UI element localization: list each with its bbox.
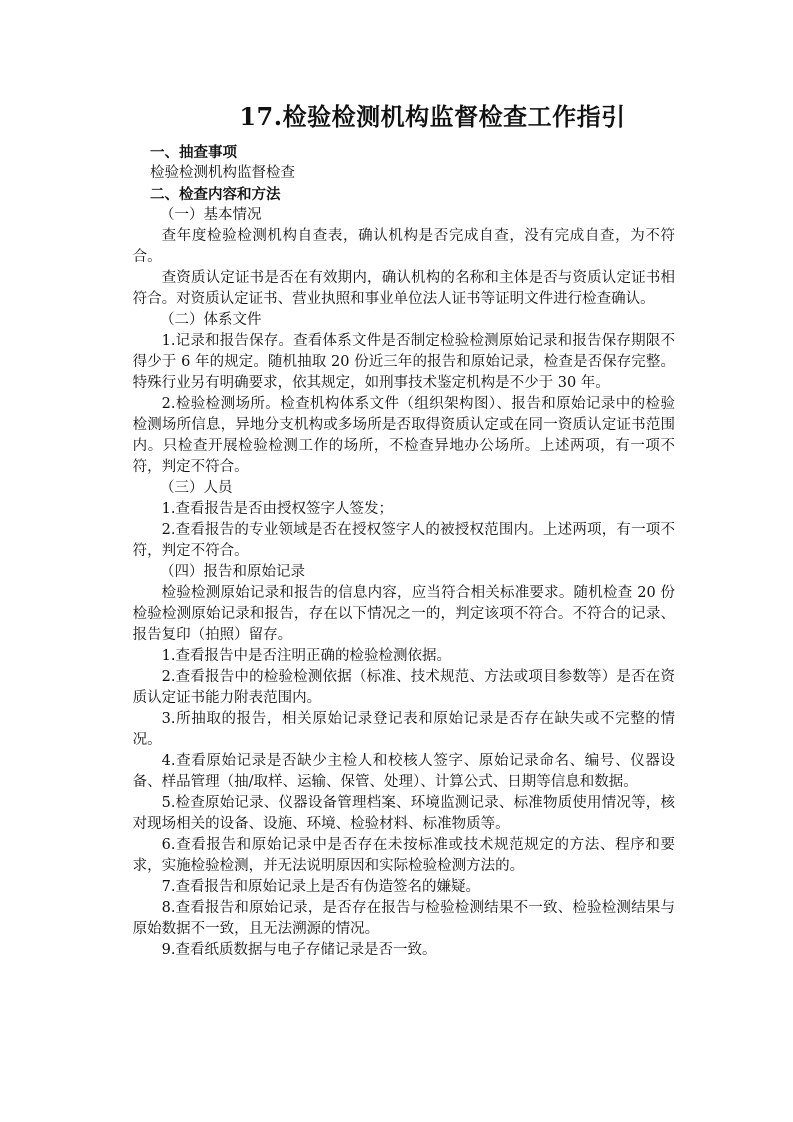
- paragraph: 查资质认定证书是否在有效期内，确认机构的名称和主体是否与资质认定证书相符合。对资质认定证书、营业执照和事业单位法人证书等证明文件进行检查确认。: [132, 270, 675, 307]
- section-text-items: 检验检测机构监督检查: [150, 165, 295, 181]
- paragraph: 4.查看原始记录是否缺少主检人和校核人签字、原始记录命名、编号、仪器设备、样品管理（抽/取样、运输、保管、处理）、计算公式、日期等信息和数据。: [132, 753, 675, 790]
- paragraph: 2.查看报告中的检验检测依据（标准、技术规范、方法或项目参数等）是否在资质认定证书能力附表范围内。: [132, 669, 675, 706]
- paragraph: 5.检查原始记录、仪器设备管理档案、环境监测记录、标准物质使用情况等，核对现场相关的设备、设施、环境、检验材料、标准物质等。: [132, 795, 675, 832]
- paragraph: 2.检验检测场所。检查机构体系文件（组织架构图）、报告和原始记录中的检验检测场所信息，异地分支机构或多场所是否取得资质认定或在同一资质认定证书范围内。只检查开展检验检测工作的场所，不检查异地办公场所。上述两项，有一项不符，判定不符合。: [132, 396, 675, 475]
- subsection-heading-basic: （一）基本情况: [160, 207, 262, 223]
- paragraph: 检验检测原始记录和报告的信息内容，应当符合相关标准要求。随机检查 20 份检验检测原始记录和报告，存在以下情况之一的，判定该项不符合。不符合的记录、报告复印（拍照）留存。: [132, 585, 675, 643]
- paragraph: 2.查看报告的专业领域是否在授权签字人的被授权范围内。上述两项，有一项不符，判定不符合。: [132, 522, 675, 559]
- paragraph: 1.查看报告中是否注明正确的检验检测依据。: [161, 648, 451, 664]
- paragraph: 1.记录和报告保存。查看体系文件是否制定检验检测原始记录和报告保存期限不得少于 6 年的规定。随机抽取 20 份近三年的报告和原始记录，检查是否保存完整。特殊行业另有明确要求，依其规定，如刑事技术鉴定机构是不少于 30 年。: [132, 333, 675, 391]
- paragraph: 9.查看纸质数据与电子存储记录是否一致。: [161, 942, 437, 958]
- paragraph: 1.查看报告是否由授权签字人签发；: [161, 501, 393, 517]
- paragraph: 8.查看报告和原始记录，是否存在报告与检验检测结果不一致、检验检测结果与原始数据不一致，且无法溯源的情况。: [132, 900, 675, 937]
- section-heading-items: 一、抽查事项: [150, 144, 237, 161]
- subsection-heading-system-docs: （二）体系文件: [160, 312, 262, 328]
- paragraph: 3.所抽取的报告，相关原始记录登记表和原始记录是否存在缺失或不完整的情况。: [132, 711, 675, 748]
- page-title: 17.检验检测机构监督检查工作指引: [239, 102, 626, 131]
- paragraph: 7.查看报告和原始记录上是否有伪造签名的嫌疑。: [161, 879, 480, 895]
- subsection-heading-reports: （四）报告和原始记录: [160, 564, 305, 580]
- paragraph: 6.查看报告和原始记录中是否存在未按标准或技术规范规定的方法、程序和要求，实施检验检测，并无法说明原因和实际检验检测方法的。: [132, 837, 675, 874]
- subsection-heading-personnel: （三）人员: [160, 480, 233, 496]
- section-heading-content: 二、检查内容和方法: [150, 186, 281, 203]
- paragraph: 查年度检验检测机构自查表，确认机构是否完成自查，没有完成自查，为不符合。: [132, 228, 675, 265]
